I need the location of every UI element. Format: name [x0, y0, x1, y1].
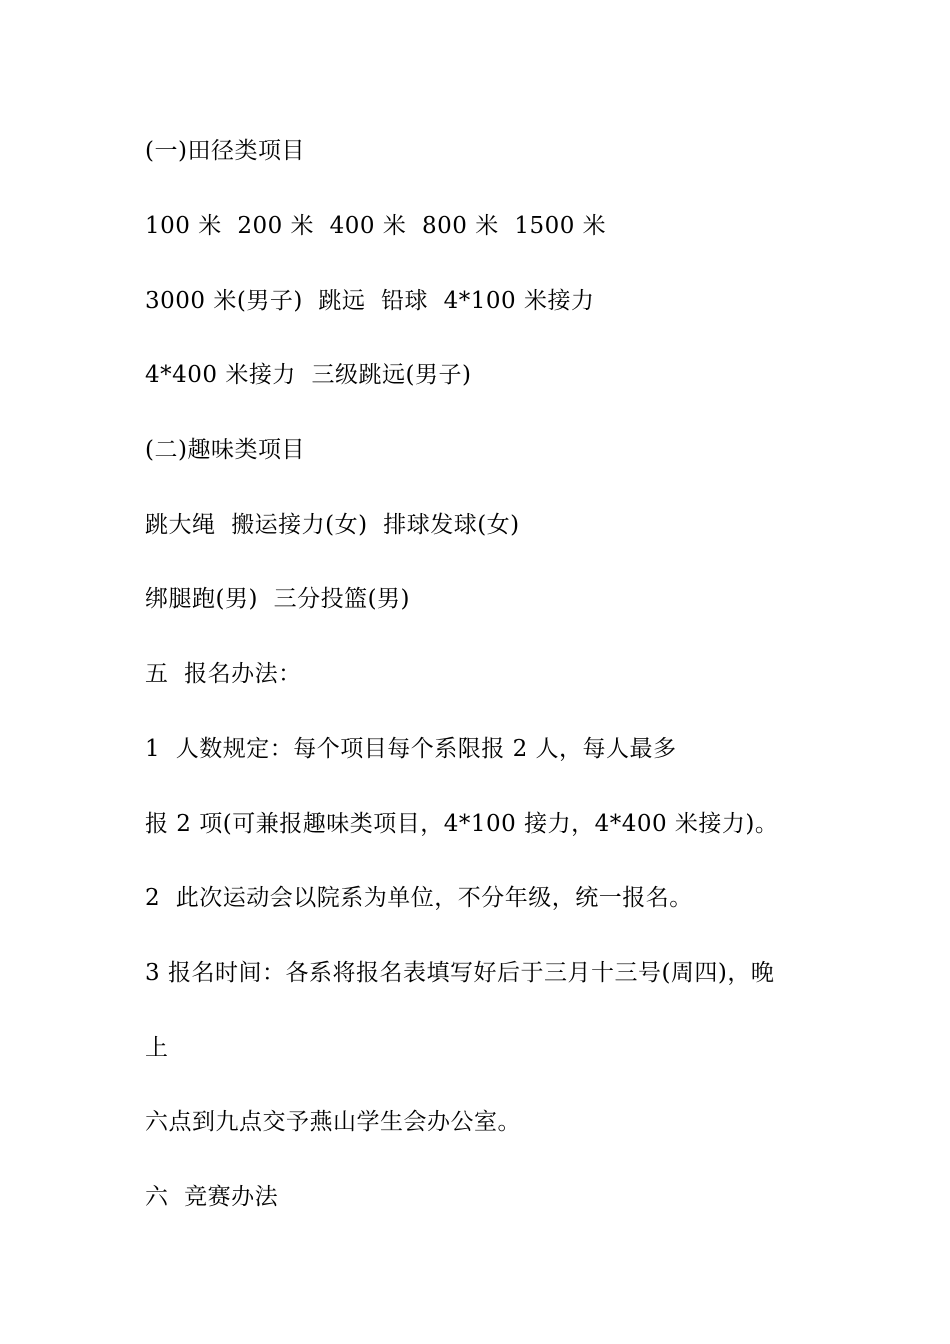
registration-rule-1-line-1: 1 人数规定：每个项目每个系限报 2 人，每人最多	[145, 736, 677, 762]
fun-events-list-line-2: 绑腿跑(男) 三分投篮(男)	[145, 586, 411, 612]
heading-fun-events: (二)趣味类项目	[145, 437, 305, 463]
registration-rule-3-line-3: 六点到九点交予燕山学生会办公室。	[145, 1109, 521, 1135]
track-events-list-line-2: 3000 米(男子) 跳远 铅球 4*100 米接力	[145, 288, 595, 314]
registration-rule-3-line-1: 3 报名时间：各系将报名表填写好后于三月十三号(周四)，晚	[145, 960, 775, 986]
track-events-list-line-3: 4*400 米接力 三级跳远(男子)	[145, 362, 472, 388]
heading-competition-method: 六 竞赛办法	[145, 1184, 279, 1210]
registration-rule-2: 2 此次运动会以院系为单位，不分年级，统一报名。	[145, 885, 693, 911]
fun-events-list-line-1: 跳大绳 搬运接力(女) 排球发球(女)	[145, 512, 520, 538]
heading-registration-method: 五 报名办法：	[145, 661, 302, 687]
registration-rule-3-line-2: 上	[145, 1035, 169, 1061]
registration-rule-1-line-2: 报 2 项(可兼报趣味类项目，4*100 接力，4*400 米接力)。	[145, 811, 779, 837]
heading-track-field-events: (一)田径类项目	[145, 138, 305, 164]
track-events-list-line-1: 100 米 200 米 400 米 800 米 1500 米	[145, 213, 607, 239]
